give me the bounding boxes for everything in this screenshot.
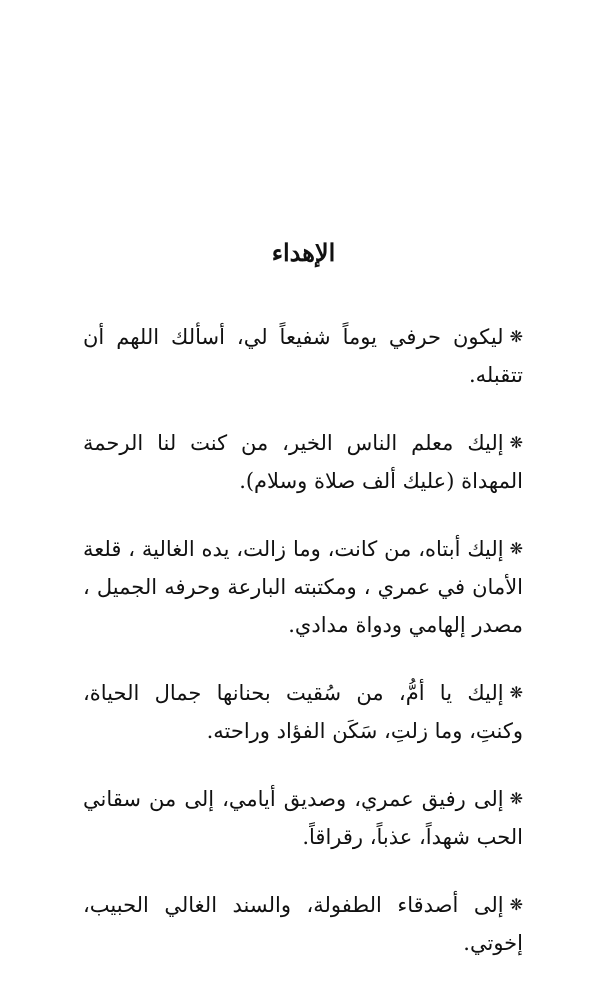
- dedication-text: إلى أصدقاء الطفولة، والسند الغالي الحبيب، إخوتي.: [83, 893, 523, 955]
- flower-bullet-icon: ❋: [509, 433, 523, 452]
- page-title: الإهداء: [271, 238, 336, 267]
- dedication-item-6: [83, 886, 523, 962]
- flower-bullet-icon: ❋: [509, 683, 523, 702]
- flower-bullet-icon: ❋: [509, 539, 523, 558]
- dedication-text: إليك أبتاه، من كانت، وما زالت، يده الغالية ، قلعة الأمان في عمري ، ومكتبته البارعة وحرفه الجميل ، مصدر إلهامي ودواة مدادي.: [83, 537, 523, 637]
- dedication-item-4: [83, 674, 523, 750]
- flower-bullet-icon: ❋: [509, 327, 523, 346]
- dedication-item-3: [83, 530, 523, 644]
- dedication-text: إليك معلم الناس الخير، من كنت لنا الرحمة المهداة (عليك ألف صلاة وسلام).: [83, 431, 523, 493]
- dedication-list: [83, 318, 523, 992]
- flower-bullet-icon: ❋: [509, 789, 523, 808]
- flower-bullet-icon: ❋: [509, 895, 523, 914]
- dedication-item-2: [83, 424, 523, 500]
- dedication-item-1: [83, 318, 523, 394]
- dedication-item-5: [83, 780, 523, 856]
- dedication-text: إلى رفيق عمري، وصديق أيامي، إلى من سقاني الحب شهداً، عذباً، رقراقاً.: [83, 787, 523, 849]
- dedication-text: إليك يا أمُّ، من سُقيت بحنانها جمال الحياة، وكنتِ، وما زلتِ، سَكَن الفؤاد وراحته.: [83, 681, 523, 743]
- dedication-text: ليكون حرفي يوماً شفيعاً لي، أسألك اللهم أن تتقبله.: [83, 325, 523, 387]
